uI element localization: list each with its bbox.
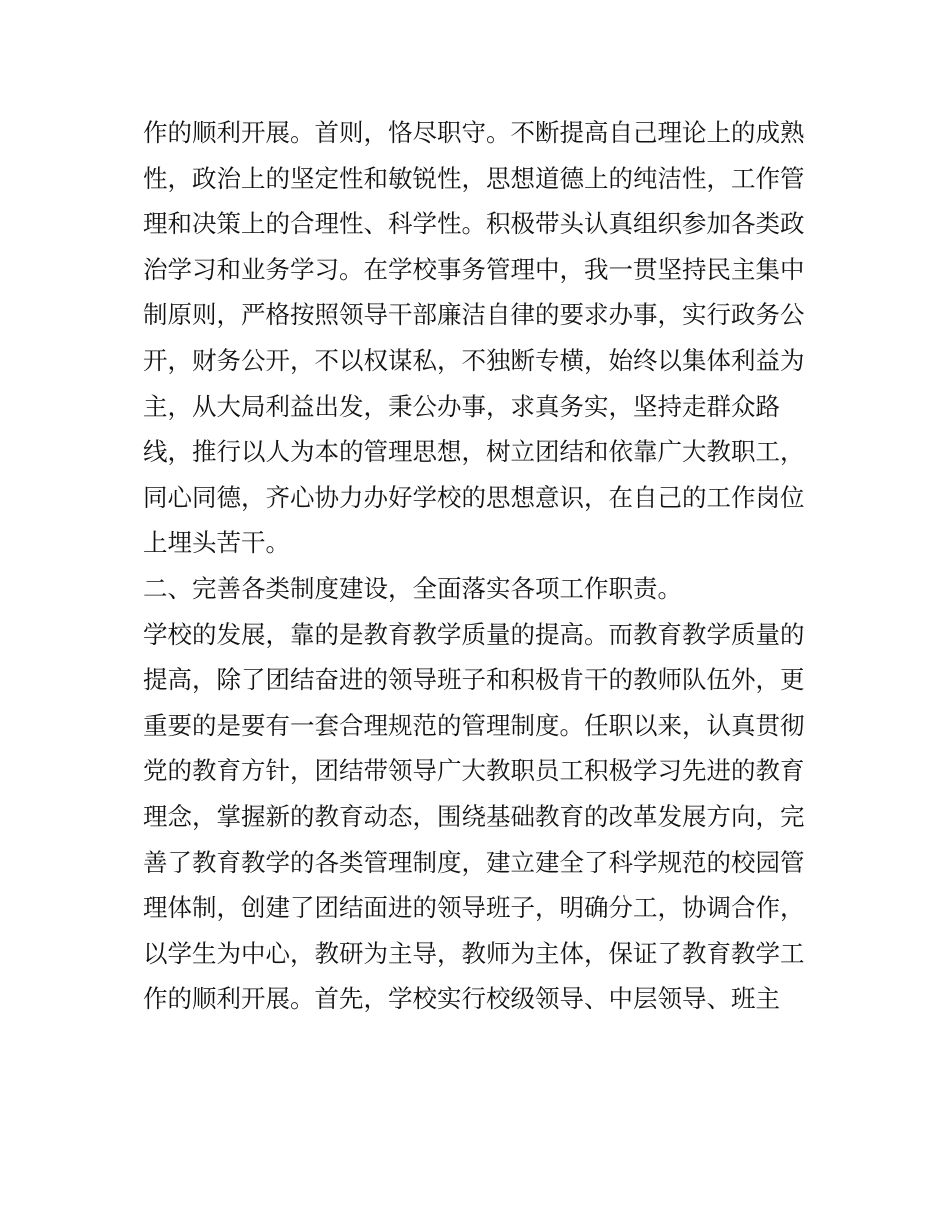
text-line: 同心同德，齐心协力办好学校的思想意识，在自己的工作岗位 — [143, 482, 805, 512]
text-line: 治学习和业务学习。在学校事务管理中，我一贯坚持民主集中 — [143, 254, 805, 284]
text-line: 作的顺利开展。首则，恪尽职守。不断提高自己理论上的成熟 — [143, 118, 805, 147]
section-heading: 二、完善各类制度建设，全面落实各项工作职责。 — [143, 573, 682, 603]
text-line: 开，财务公开，不以权谋私，不独断专横，始终以集体利益为 — [143, 345, 805, 375]
text-line: 上埋头苦干。 — [143, 528, 290, 558]
text-line: 重要的是要有一套合理规范的管理制度。任职以来，认真贯彻 — [143, 710, 805, 740]
text-line: 学校的发展，靠的是教育教学质量的提高。而教育教学质量的 — [143, 619, 805, 649]
text-line: 主，从大局利益出发，秉公办事，求真务实，坚持走群众路 — [143, 391, 780, 421]
text-line: 理体制，创建了团结面进的领导班子，明确分工，协调合作， — [143, 893, 805, 923]
text-line: 善了教育教学的各类管理制度，建立建全了科学规范的校园管 — [143, 847, 805, 877]
text-line: 理和决策上的合理性、科学性。积极带头认真组织参加各类政 — [143, 209, 805, 239]
text-line: 理念，掌握新的教育动态，围绕基础教育的改革发展方向，完 — [143, 801, 805, 831]
text-line: 党的教育方针，团结带领导广大教职员工积极学习先进的教育 — [143, 756, 805, 786]
text-line: 性，政治上的坚定性和敏锐性，思想道德上的纯洁性，工作管 — [143, 163, 805, 193]
body-text — [143, 110, 823, 1022]
text-line: 线，推行以人为本的管理思想，树立团结和依靠广大教职工， — [143, 437, 805, 467]
text-line: 提高，除了团结奋进的领导班子和积极肯干的教师队伍外，更 — [143, 665, 805, 695]
text-line: 作的顺利开展。首先，学校实行校级领导、中层领导、班主 — [143, 984, 780, 1014]
text-line: 以学生为中心，教研为主导，教师为主体，保证了教育教学工 — [143, 938, 805, 968]
text-line: 制原则，严格按照领导干部廉洁自律的要求办事，实行政务公 — [143, 300, 805, 330]
